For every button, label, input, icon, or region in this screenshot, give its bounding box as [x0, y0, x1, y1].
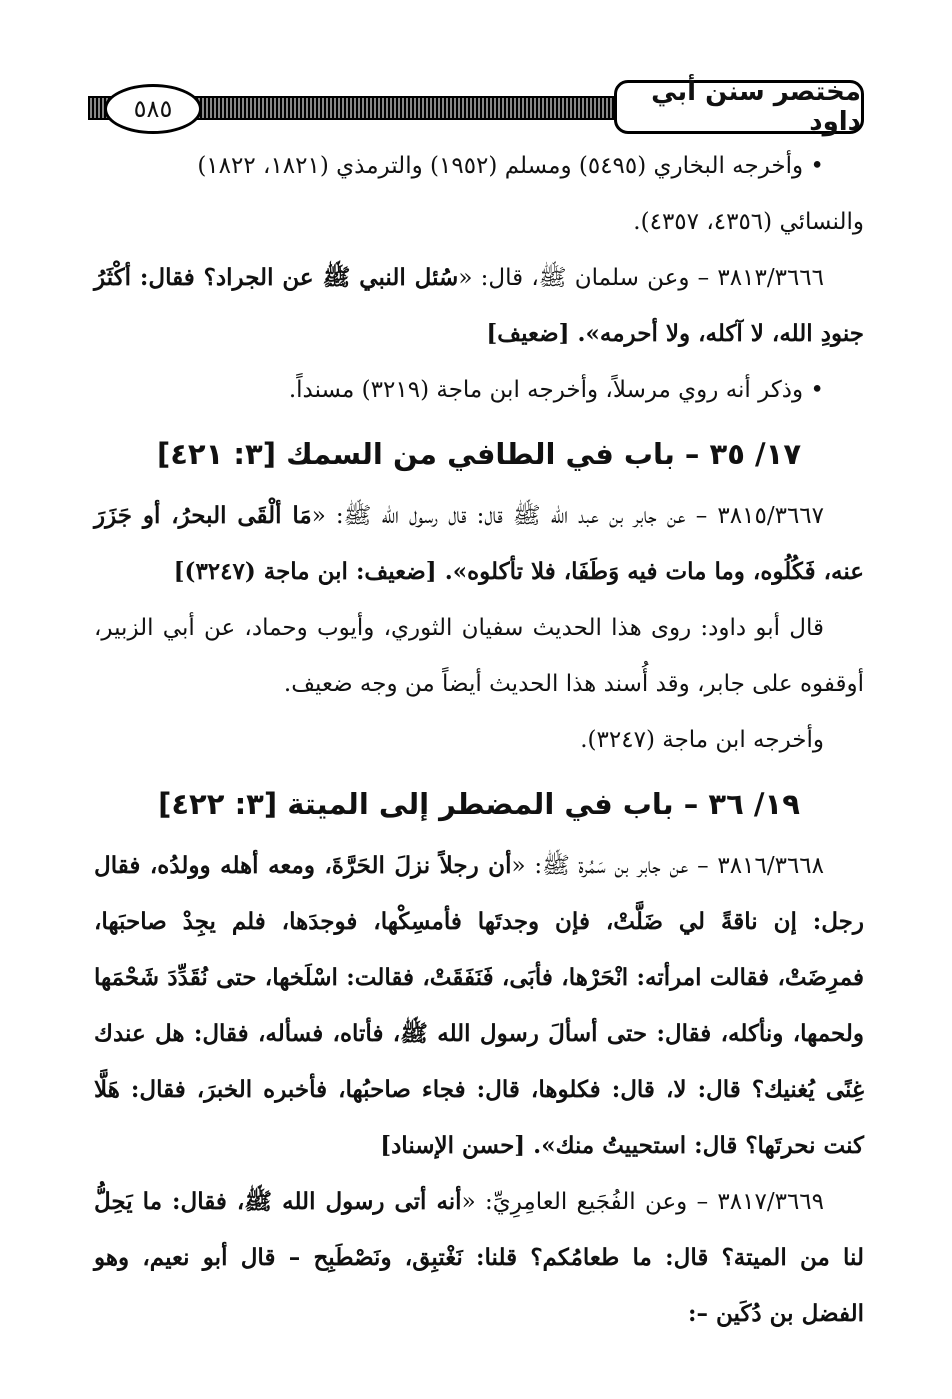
note-3815: وأخرجه ابن ماجة (٣٢٤٧).	[580, 727, 824, 753]
page-body	[94, 138, 864, 1342]
page-number: ٥٨٥	[104, 84, 202, 134]
abu-dawud-comment: قال أبو داود: روى هذا الحديث سفيان الثوري، وأيوب وحماد، عن أبي الزبير، أوقفوه على جابر، وقد أُسند هذا الحديث أيضاً من وجه ضعيف.	[94, 615, 864, 697]
page-header	[84, 77, 864, 137]
chapter-heading-35: ١٧/ ٣٥ – باب في الطافي من السمك [٣: ٤٢١]	[156, 437, 802, 471]
hadith-3817-text: أنه أتى رسول الله ﷺ، فقال: ما يَحِلُّ لنا من الميتة؟ قال: ما طعامُكم؟ قلنا: نَغْتبِق، ونَصْطَبِح – قال أبو نعيم، وهو الفضل بن دُكَين –:	[94, 1188, 864, 1327]
hadith-3815-text: مَا ألْقَى البحرُ، أو جَزَرَ عنه، فَكُلُوه، وما مات فيه وَطَفَا، فلا تأكلوه». [ضعيف: ابن ماجة (٣٢٤٧)]	[94, 502, 864, 585]
book-title: مختصر سنن أبي داود	[651, 77, 861, 137]
hadith-3813-number: ٣٨١٣/٣٦٦٦ – وعن سلمان ﷺ، قال: «	[458, 265, 824, 291]
reference-note	[94, 138, 864, 250]
header-title-frame	[614, 77, 864, 137]
hadith-3817	[94, 1174, 864, 1342]
chapter-heading-36: ١٩/ ٣٦ – باب في المضطر إلى الميتة [٣: ٤٢٢]	[158, 787, 800, 821]
reference-note-line1: • وأخرجه البخاري (٥٤٩٥) ومسلم (١٩٥٢) والترمذي (١٨٢١، ١٨٢٢)	[197, 153, 824, 179]
hadith-3816-text: أن رجلاً نزلَ الحَرَّةَ، ومعه أهله وولدُه، فقال رجل: إن ناقةً لي ضَلَّتْ، فإن وجدتَها فأمسِكْها، فوجدَها، فلم يجِدْ صاحبَها، فمرِضَتْ، فقالت امرأته: انْحَرْها، فأبَى، فَنَفَقَتْ، فقالت: اسْلَخها، حتى نُقَدِّدَ شَحْمَها ولحمها، ونأكله، فقال: حتى أسألَ رسول الله ﷺ، فأتاه، فسأله، فقال: هل عندك غِنًى يُغنيك؟ قال: لا، قال: فكلوها، قال: فجاء صاحبُها، فأخبره الخبرَ، فقال: هَلَّا كنت نحرتَها؟ قال: استحييتُ منك». [حسن الإسناد]	[94, 852, 864, 1159]
hadith-3816	[94, 838, 864, 1174]
hadith-3817-number: ٣٨١٧/٣٦٦٩ – وعن الفُجَيع العامِرِيِّ: «	[461, 1189, 824, 1215]
note-3813: • وذكر أنه روي مرسلاً، وأخرجه ابن ماجة (٣٢١٩) مسنداً.	[288, 377, 824, 403]
hadith-3813-text: سُئل النبي ﷺ عن الجراد؟ فقال: أكْثَرُ جنودِ الله، لا آكله، ولا أحرمه». [ضعيف]	[94, 264, 864, 347]
hadith-3815	[94, 488, 864, 600]
hadith-3816-number: ٣٨١٦/٣٦٦٨ – عن جابر بن سَمُرة ﷺ: «	[511, 853, 824, 879]
hadith-3815-number: ٣٨١٥/٣٦٦٧ – عن جابر بن عبد الله ﷺ قال: قال رسول الله ﷺ: «	[311, 503, 824, 529]
hadith-3813	[94, 250, 864, 362]
reference-note-line2: والنسائي (٤٣٥٦، ٤٣٥٧).	[633, 209, 864, 235]
